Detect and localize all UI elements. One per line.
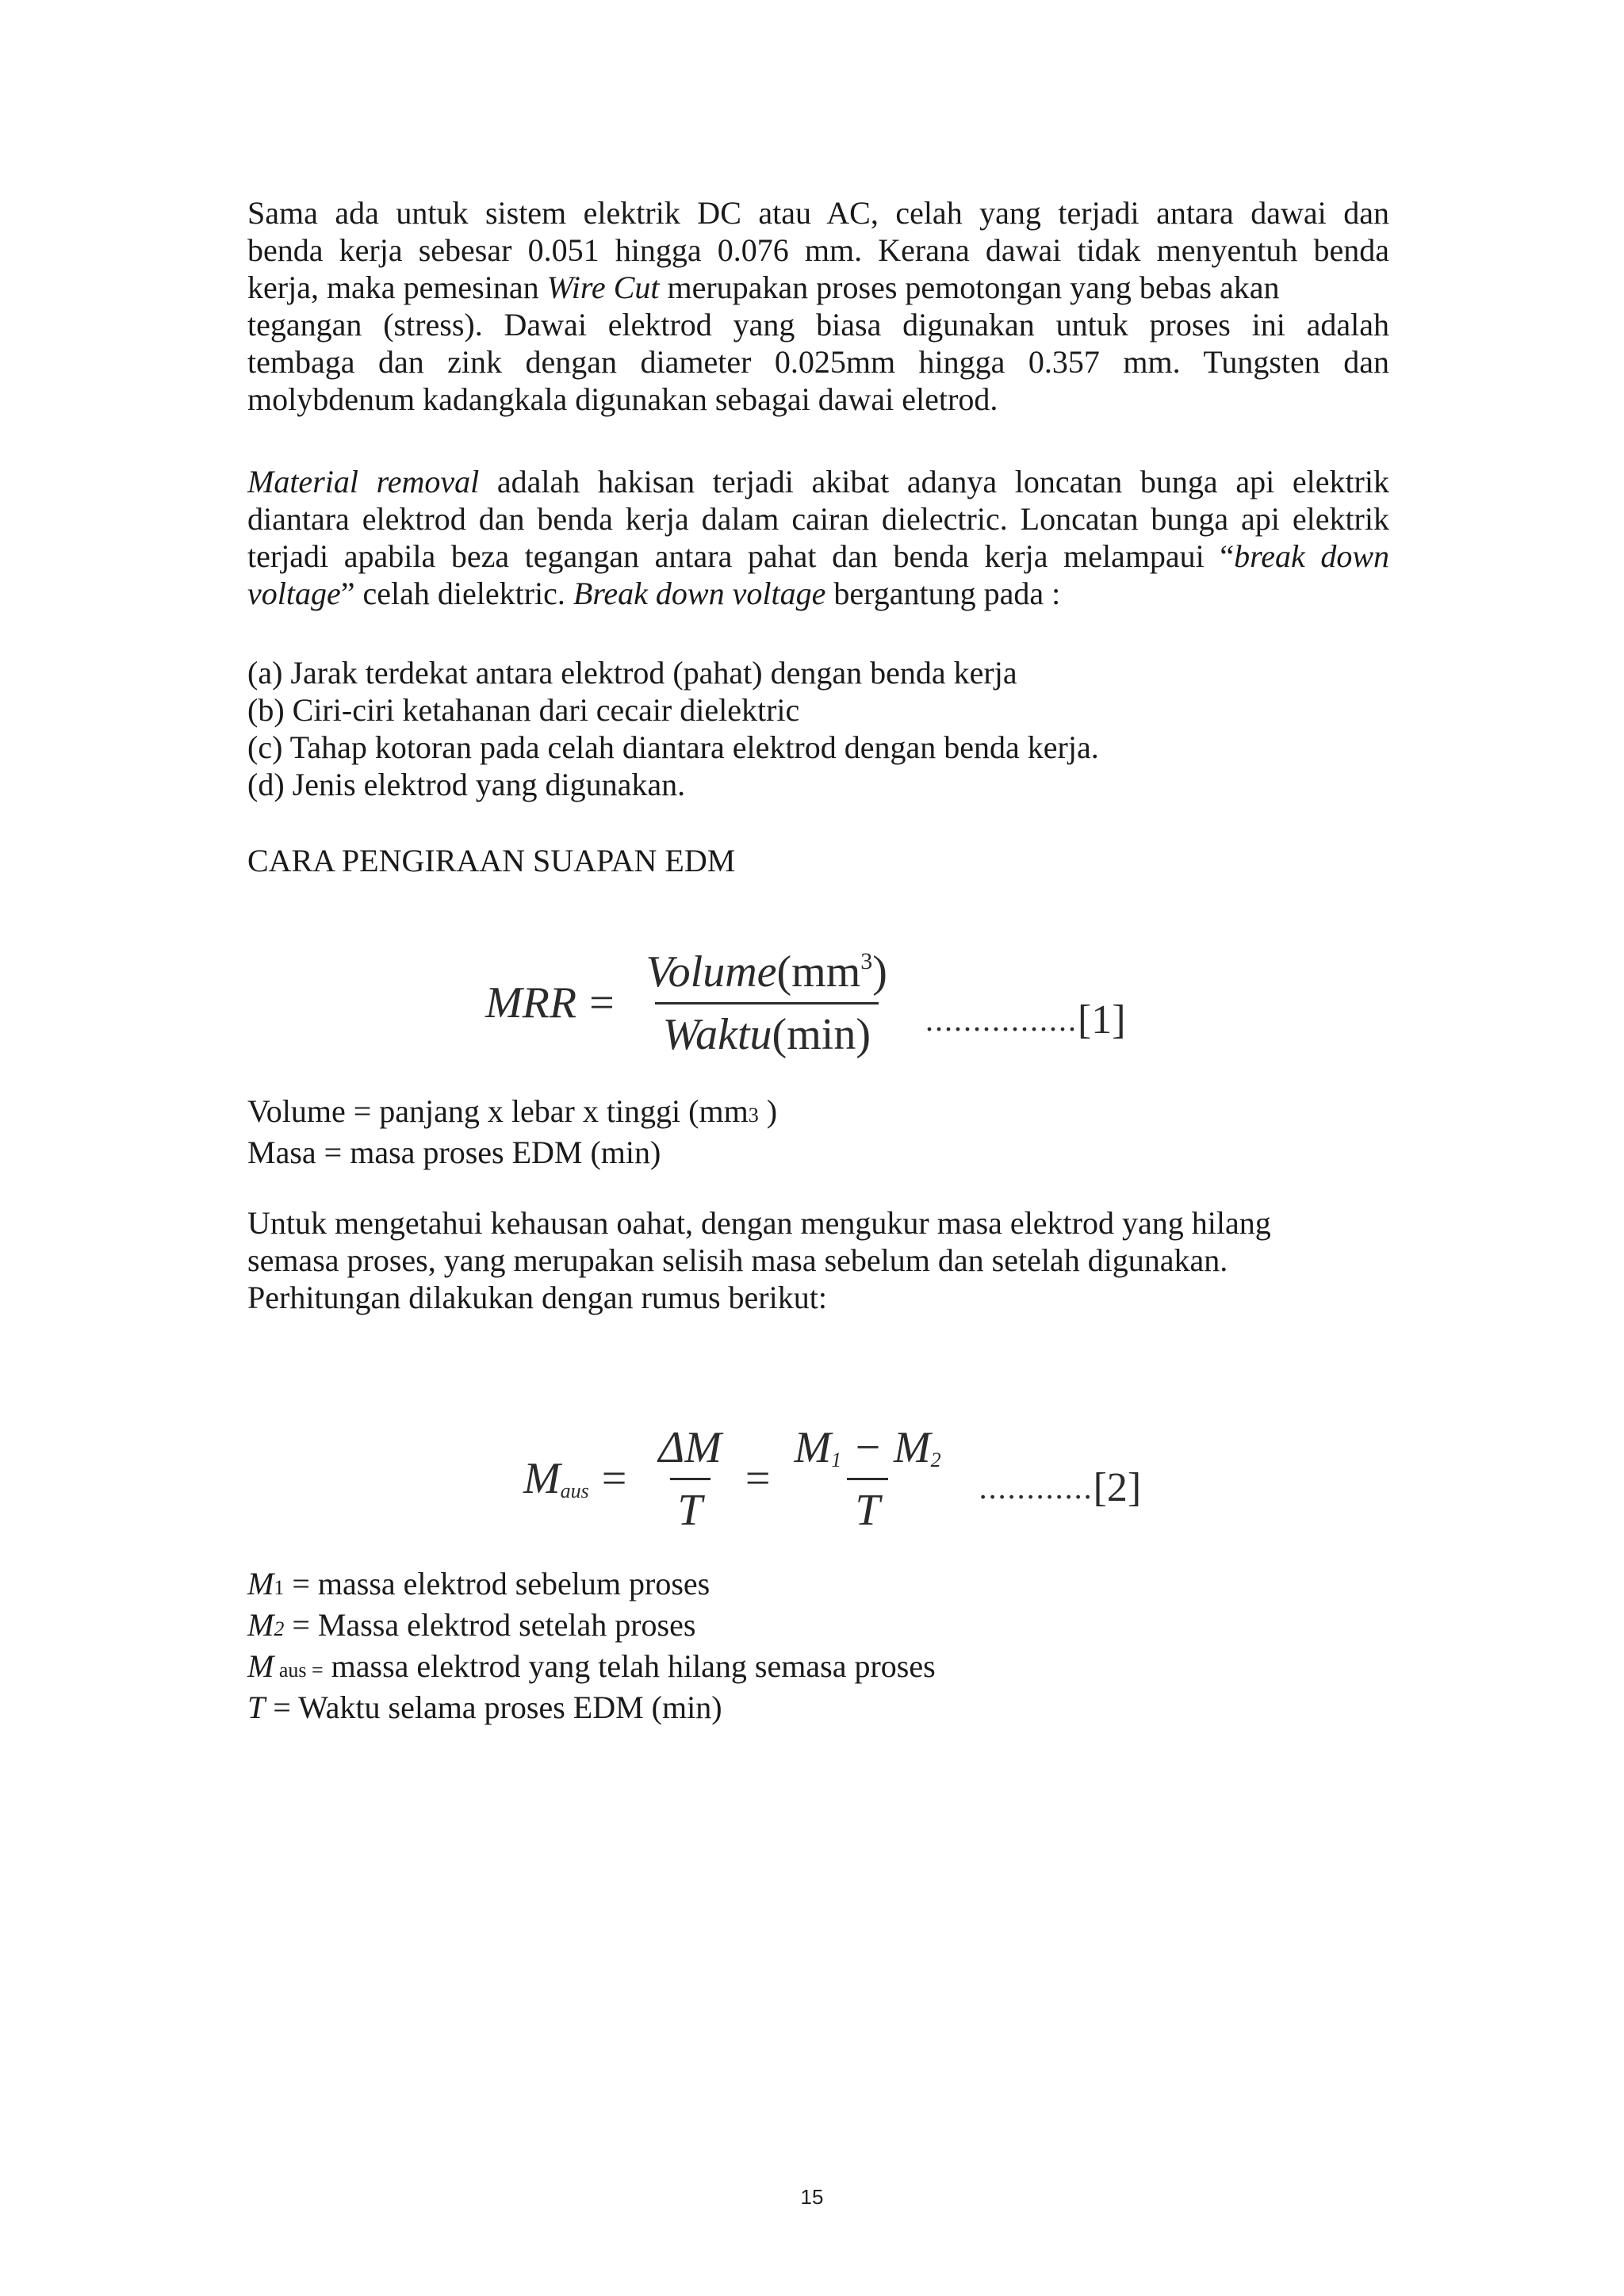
denominator: Waktu(min) bbox=[655, 1002, 879, 1060]
definition-m2: M2 = Massa elektrod setelah proses bbox=[247, 1607, 696, 1643]
paragraph-text: kerja, maka pemesinan Wire Cut merupakan proses pemotongan yang bebas akan bbox=[247, 270, 1280, 305]
formula-mrr bbox=[485, 936, 1126, 1070]
paragraph-line: benda kerja sebesar 0.051 hingga 0.076 mm. Kerana dawai tidak menyentuh benda bbox=[247, 232, 1389, 268]
page-number: 15 bbox=[800, 2185, 824, 2209]
paragraph-line: molybdenum kadangkala digunakan sebagai dawai eletrod. bbox=[247, 381, 998, 417]
term-voltage: voltage bbox=[247, 576, 341, 611]
definition-masa: Masa = masa proses EDM (min) bbox=[247, 1135, 661, 1170]
paragraph-line: Untuk mengetahui kehausan oahat, dengan mengukur masa elektrod yang hilang bbox=[247, 1205, 1271, 1241]
definition-volume: Volume = panjang x lebar x tinggi (mm3 ) bbox=[247, 1093, 778, 1129]
leader-dots: ................ bbox=[925, 1002, 1078, 1038]
formula-mass-loss bbox=[523, 1419, 1141, 1538]
paragraph-line: terjadi apabila beza tegangan antara pahat dan benda kerja melampaui “break down bbox=[247, 538, 1389, 574]
denominator: T bbox=[670, 1478, 710, 1536]
numerator: ΔM bbox=[658, 1422, 722, 1472]
numerator: M1 − M2 bbox=[794, 1422, 941, 1472]
fraction-difference bbox=[786, 1422, 948, 1536]
fraction bbox=[638, 947, 895, 1060]
definition-m1: M1 = massa elektrod sebelum proses bbox=[247, 1566, 710, 1601]
paragraph-line: diantara elektrod dan benda kerja dalam cairan dielectric. Loncatan bunga api elektrik bbox=[247, 501, 1389, 537]
definition-maus: M aus = massa elektrod yang telah hilang semasa proses bbox=[247, 1648, 936, 1684]
paragraph-line: tegangan (stress). Dawai elektrod yang biasa digunakan untuk proses ini adalah bbox=[247, 307, 1389, 342]
paragraph-line bbox=[247, 269, 1389, 306]
leader-dots: ............ bbox=[979, 1470, 1094, 1506]
paragraph-line: Sama ada untuk sistem elektrik DC atau AC, celah yang terjadi antara dawai dan bbox=[247, 195, 1389, 231]
list-item: (d) Jenis elektrod yang digunakan. bbox=[247, 767, 686, 802]
numerator: $Volume(mm^3)$ bbox=[645, 947, 887, 997]
list-item: (b) Ciri-ciri ketahanan dari cecair dielektric bbox=[247, 692, 800, 728]
term-break-down-voltage: Break down voltage bbox=[573, 576, 826, 611]
condition-list bbox=[247, 654, 1389, 803]
denominator: T bbox=[847, 1478, 887, 1536]
paragraph-line: Material removal adalah hakisan terjadi akibat adanya loncatan bunga api elektrik bbox=[247, 464, 1389, 499]
term-material-removal: Material removal bbox=[247, 464, 480, 499]
equals-sign: = bbox=[745, 1454, 771, 1503]
formula-lhs: MRR bbox=[485, 978, 577, 1027]
paragraph-line: Perhitungan dilakukan dengan rumus berikut: bbox=[247, 1280, 827, 1315]
list-item: (a) Jarak terdekat antara elektrod (pahat) dengan benda kerja bbox=[247, 655, 1017, 691]
formula-lhs: Maus bbox=[523, 1454, 589, 1503]
equation-number: [1] bbox=[1077, 997, 1126, 1043]
paragraph-3 bbox=[247, 1204, 1389, 1316]
definition-t: T = Waktu selama proses EDM (min) bbox=[247, 1689, 722, 1725]
fraction-delta bbox=[650, 1422, 730, 1536]
equals-sign: = bbox=[601, 1454, 627, 1503]
paragraph-2 bbox=[247, 463, 1389, 612]
definitions-2 bbox=[247, 1565, 1389, 1726]
paragraph-line: semasa proses, yang merupakan selisih masa sebelum dan setelah digunakan. bbox=[247, 1242, 1228, 1278]
paragraph-line: voltage” celah dielektric. Break down voltage bergantung pada : bbox=[247, 576, 1061, 611]
list-item: (c) Tahap kotoran pada celah diantara elektrod dengan benda kerja. bbox=[247, 729, 1099, 765]
term-wire-cut: Wire Cut bbox=[546, 270, 660, 305]
definitions-1 bbox=[247, 1093, 1389, 1171]
section-heading: CARA PENGIRAAN SUAPAN EDM bbox=[247, 843, 736, 878]
term-break-down: break down bbox=[1234, 538, 1389, 574]
paragraph-line: tembaga dan zink dengan diameter 0.025mm hingga 0.357 mm. Tungsten dan bbox=[247, 344, 1389, 380]
equation-number: [2] bbox=[1093, 1465, 1142, 1510]
paragraph-1 bbox=[247, 194, 1389, 418]
equals-sign: = bbox=[589, 978, 615, 1027]
